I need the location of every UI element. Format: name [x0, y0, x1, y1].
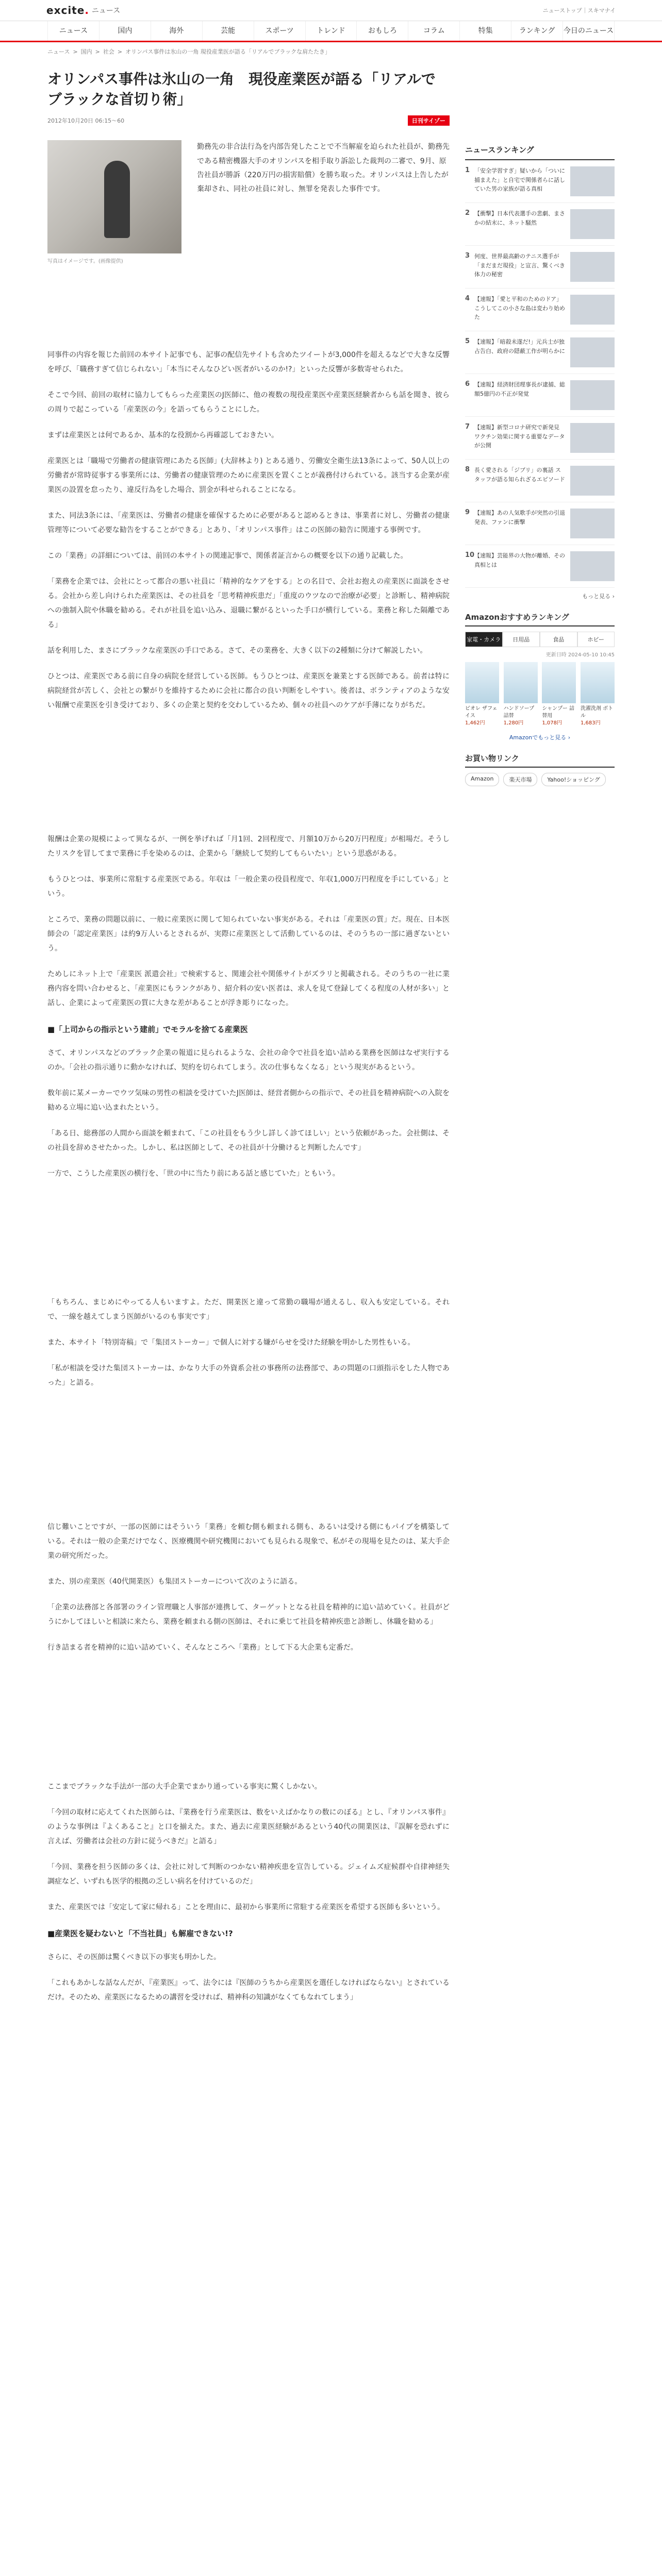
- ranking-thumbnail[interactable]: [570, 509, 615, 538]
- spacer: [47, 1181, 450, 1284]
- global-nav: [0, 21, 662, 42]
- article-body-5: [47, 1520, 450, 1655]
- product-price: 1,683円: [580, 720, 601, 726]
- breadcrumb-separator: >: [117, 48, 123, 55]
- ranking-number: 8: [465, 466, 470, 473]
- top-bar: [0, 0, 662, 21]
- ranking-thumbnail[interactable]: [570, 551, 615, 581]
- spacer: [47, 264, 450, 336]
- article-body-1: [47, 348, 450, 713]
- nav-item[interactable]: コラム: [408, 21, 460, 41]
- nav-item[interactable]: 今日のニュース: [563, 21, 615, 41]
- ranking-list: [465, 160, 615, 588]
- spacer: [47, 1655, 450, 1768]
- shop-link[interactable]: Yahoo!ショッピング: [541, 773, 605, 786]
- ranking-item[interactable]: [465, 160, 615, 203]
- article-meta: [47, 115, 450, 126]
- paragraph: また、本サイト「特別寄稿」で「集団ストーカー」で個人に対する嫌がらせを受けた経験を明かした男性もいる。: [47, 1338, 415, 1347]
- paragraph: ところで、業務の問題以前に、一般に産業医に関して知られていない事実がある。それは「産業医の質」だ。現在、日本医師会の「認定産業医」は約9万人いるとされるが、実際に産業医として活動しているのは、そのうちの一部に過ぎないという。: [47, 916, 450, 953]
- amazon-tab[interactable]: 食品: [540, 632, 577, 647]
- amazon-date: 更新日時 2024-05-10 10:45: [545, 652, 615, 658]
- amazon-tab[interactable]: 日用品: [503, 632, 540, 647]
- article-body-3: [47, 1046, 450, 1181]
- breadcrumb-separator: >: [95, 48, 100, 55]
- ranking-thumbnail[interactable]: [570, 337, 615, 367]
- article-lead: [47, 140, 450, 264]
- paragraph: 「今回、業務を担う医師の多くは、会社に対して判断のつかない精神疾患を宣告している。ジェイムズ症候群や自律神経失調症など、いずれも医学的根拠の乏しい病名を付けているのだ」: [47, 1863, 450, 1886]
- paragraph: 行き詰まる者を精神的に追い詰めていく、そんなところへ「業務」として下る大企業も定番だ。: [47, 1643, 358, 1652]
- paragraph: 「これもあかしな話なんだが、『産業医』って、法令には『医師のうちから産業医を選任しなければならない』とされているだけ。そのため、産業医になるための講習を受ければ、精神科の知識がなくてもなれてしまう」: [47, 1979, 450, 2002]
- paragraph: ここまでブラックな手法が一部の大手企業でまかり通っている事実に驚くしかない。: [47, 1783, 322, 1791]
- product-name[interactable]: 洗濯洗剤 ボトル: [580, 706, 614, 719]
- lead-figure: [47, 140, 181, 264]
- ranking-number: 1: [465, 166, 470, 174]
- product-name[interactable]: ハンドソープ 詰替: [503, 706, 535, 719]
- subhead-1: ■「上司からの指示という建前」でモラルを捨てる産業医: [47, 1025, 248, 1035]
- paragraph: そこで今回、前回の取材に協力してもらった産業医のJ医師に、他の複数の現役産業医や産業医経験者からも話を聞き、彼らの周りで起こっている「産業医の今」を語ってもらうことにした。: [47, 391, 450, 414]
- photo-caption: 写真はイメージです。(画像提供): [47, 259, 123, 265]
- nav-item[interactable]: おもしろ: [357, 21, 408, 41]
- nav-item[interactable]: ランキング: [511, 21, 563, 41]
- ranking-item[interactable]: [465, 460, 615, 502]
- article-body-6: [47, 1780, 450, 1914]
- ranking-thumbnail[interactable]: [570, 380, 615, 410]
- site-logo[interactable]: [46, 4, 120, 16]
- ranking-thumbnail[interactable]: [570, 252, 615, 282]
- ranking-headline[interactable]: 【速報】「愛と平和のためのドア」こうしてこの小さな島は変わり始めた: [474, 296, 565, 321]
- paragraph: ひとつは、産業医である前に自身の病院を経営している医師。もうひとつは、産業医を兼業とする医師である。前者は特に病院経営が苦しく、会社との繋がりを維持するために会社に都合の良い判断をしやすい。後者は、ボランティアのような安い報酬で産業医を引き受けており、多くの企業と契約を交わしているため、個々の社員へのケアが手薄になりがちだ。: [47, 672, 450, 710]
- amazon-product[interactable]: [542, 662, 576, 727]
- product-image[interactable]: [504, 662, 538, 703]
- ranking-headline[interactable]: 【速報】新型コロナ研究で新発見 ワクチン効果に関する重要なデータが公開: [474, 424, 565, 449]
- ranking-thumbnail[interactable]: [570, 295, 615, 325]
- ranking-headline[interactable]: 【速報】「暗殺未遂だ!」元兵士が独占告白、政府の隠蔽工作が明らかに: [474, 338, 565, 354]
- product-price: 1,280円: [503, 720, 524, 726]
- ranking-thumbnail[interactable]: [570, 209, 615, 239]
- ranking-more-link[interactable]: もっと見る ›: [582, 593, 615, 600]
- amazon-tab[interactable]: ホビー: [577, 632, 615, 647]
- paragraph: さて、オリンパスなどのブラック企業の報道に見られるような、会社の命令で社員を追い詰める業務を医師はなぜ実行するのか。「会社の指示通りに動かなければ、契約を切られてしまう。次の仕事もなくなる」という現実があるという。: [47, 1049, 450, 1072]
- amazon-tab[interactable]: 家電・カメラ: [465, 632, 503, 647]
- paragraph: ためしにネット上で「産業医 派遣会社」で検索すると、関連会社や関係サイトがズラリと掲載される。そのうちの一社に業務内容を問い合わせると、「産業医にもランクがあり、紹介料の安い医者は、求人を見て登録してくる程度の人材が多い」と話し、企業によって産業医の質に大きな差があることが浮き彫りになった。: [47, 970, 450, 1008]
- product-image[interactable]: [542, 662, 576, 703]
- subhead-2: ■産業医を疑わないと「不当社員」も解雇できない!?: [47, 1929, 233, 1939]
- paragraph: この「業務」の詳細については、前回の本サイトの関連記事で、関係者証言からの概要を以下の通り記載した。: [47, 552, 408, 561]
- paragraph: さらに、その医師は驚くべき以下の事実も明かした。: [47, 1953, 221, 1962]
- paragraph: 産業医とは「職場で労働者の健康管理にあたる医師」(大辞林より) とある通り、労働安全衛生法13条によって、50人以上の労働者が常時従事する事業所には、労働者の健康管理のために産業医を置くことが義務付けられている。該当する企業が産業医の設置を怠ったり、違反行為をした場合、罰金が科せられることになる。: [47, 457, 450, 495]
- ranking-headline[interactable]: 【速報】経済財団理事長が逮捕、総額5億円の不正が発覚: [474, 381, 565, 397]
- nav-item[interactable]: トレンド: [306, 21, 357, 41]
- article-body-4: [47, 1295, 450, 1390]
- ranking-headline[interactable]: 【速報】芸能界の大物が離婚、その真相とは: [474, 552, 565, 568]
- article-body-7: [47, 1950, 450, 2005]
- paragraph: もうひとつは、事業所に常駐する産業医である。年収は「一般企業の役員程度で、年収1,000万円程度を手にしている」という。: [47, 875, 450, 899]
- logo-excite: excite: [46, 4, 85, 16]
- lead-text: 勤務先の非合法行為を内部告発したことで不当解雇を迫られた社員が、勤務先である精密機器大手のオリンパスを相手取り訴訟した裁判の二審で、9月、原告社員が勝訴（220万円の損害賠償）を勝ち取った。オリンパスは上告したが棄却され、同社の社員に対し、無罪を発表した事件です。: [197, 143, 450, 194]
- spacer: [47, 713, 450, 821]
- product-price: 1,078円: [542, 720, 562, 726]
- ranking-number: 9: [465, 509, 470, 516]
- ranking-headline[interactable]: 何度、世界最高齢のテニス選手が「まだまだ現役」と宣言、驚くべき体力の秘密: [474, 253, 565, 278]
- product-image[interactable]: [581, 662, 615, 703]
- ranking-item[interactable]: [465, 246, 615, 289]
- ranking-headline[interactable]: 長く愛される「ジブリ」の裏話 スタッフが語る知られざるエピソード: [474, 467, 565, 483]
- breadcrumb-separator: >: [73, 48, 78, 55]
- breadcrumb-item[interactable]: オリンパス事件は氷山の一角 現役産業医が語る「リアルでブラックな肩たたき」: [125, 48, 331, 55]
- ranking-number: 4: [465, 295, 470, 302]
- breadcrumb-item[interactable]: 国内: [80, 48, 92, 55]
- amazon-tabs: [465, 632, 615, 647]
- product-name[interactable]: ビオレ ザフェイス: [465, 706, 498, 719]
- ranking-headline[interactable]: 【衝撃】日本代表選手の悲劇、まさかの結末に、ネット騒然: [474, 210, 565, 226]
- paragraph: 「もちろん、まじめにやってる人もいますよ。ただ、開業医と違って常勤の職場が通えるし、収入も安定している。それで、一線を越えてしまう医師がいるのも事実です」: [47, 1298, 450, 1321]
- ranking-number: 2: [465, 209, 470, 217]
- amazon-title: Amazonおすすめランキング: [465, 612, 615, 626]
- ranking-item[interactable]: [465, 331, 615, 374]
- nav-item[interactable]: 海外: [151, 21, 203, 41]
- ranking-number: 5: [465, 337, 470, 345]
- ranking-number: 7: [465, 423, 470, 431]
- breadcrumb: [47, 47, 615, 56]
- ranking-item[interactable]: [465, 417, 615, 460]
- article-body-2: [47, 832, 450, 1010]
- paragraph: まずは産業医とは何であるか、基本的な役割から再確認しておきたい。: [47, 431, 278, 440]
- amazon-product[interactable]: [581, 662, 615, 727]
- ranking-number: 6: [465, 380, 470, 388]
- ranking-item[interactable]: [465, 289, 615, 331]
- breadcrumb-item[interactable]: ニュース: [47, 48, 70, 55]
- shop-title: お買い物リンク: [465, 753, 615, 768]
- ranking-thumbnail[interactable]: [570, 466, 615, 496]
- product-name[interactable]: シャンプー 詰替用: [542, 706, 574, 719]
- shop-tabs: [465, 773, 615, 786]
- amazon-product[interactable]: [465, 662, 499, 727]
- paragraph: 一方で、こうした産業医の横行を、「世の中に当たり前にある話と感じていた」ともいう。: [47, 1170, 340, 1178]
- ranking-number: 3: [465, 252, 470, 260]
- shop-link[interactable]: Amazon: [465, 773, 499, 786]
- paragraph: 「今回の取材に応えてくれた医師らは、『業務を行う産業医は、数をいえばかなりの数にのぼる』とし、『オリンパス事件』のような事例は『よくあること』と口を揃えた。また、過去に産業医経験があるという40代の開業医は、『誤解を恐れずに言えば、労働者は会社の方針に従うべきだ』と語る」: [47, 1808, 450, 1846]
- source-badge[interactable]: 日刊サイゾー: [408, 115, 450, 126]
- paragraph: 話を利用した、まさにブラックな産業医の手口である。さて、その業務を、大きく以下の2種類に分けて解説したい。: [47, 647, 427, 655]
- nav-item[interactable]: 特集: [460, 21, 511, 41]
- ranking-item[interactable]: [465, 545, 615, 588]
- paragraph: 「業務を企業では、会社にとって都合の悪い社員に「精神的なケアをする」との名目で、会社お抱えの産業医に面談をさせる。会社から差し向けられた産業医は、その社員を「思考精神疾患だ」「重度のウツなので治療が必要」と診断し、精神病院への強制入院や休職を勧める。それが社員を追い込み、退職に繋がるといった手口が横行している。業務と称した隔離である」: [47, 578, 450, 630]
- ranking-thumbnail[interactable]: [570, 166, 615, 196]
- paragraph: 報酬は企業の規模によって異なるが、一例を挙げれば「月1回、2回程度で、月額10万から20万円程度」が相場だ。そうしたリスクを冒してまで業務に手を染めるのは、企業から「継続して契約してもらいたい」という思惑がある。: [47, 835, 450, 858]
- top-right-links[interactable]: ニューストップ｜スキマナイ: [542, 7, 616, 14]
- nav-inner: [47, 21, 615, 41]
- ranking-headline[interactable]: 【速報】あの人気歌手が突然の引退発表、ファンに衝撃: [474, 510, 565, 526]
- nav-item[interactable]: ニュース: [47, 21, 100, 41]
- nav-item[interactable]: 国内: [100, 21, 151, 41]
- article-main: [47, 62, 450, 2005]
- ranking-number: 10: [465, 551, 475, 559]
- paragraph: 「私が相談を受けた集団ストーカーは、かなり大手の外資系会社の事務所の法務部で、あの問題の口頭指示をした人物であった」と語る。: [47, 1364, 450, 1387]
- ranking-title: ニュースランキング: [465, 144, 615, 160]
- paragraph: 「ある日、総務部の人間から面談を頼まれて、「この社員をもう少し詳しく診てほしい」という依頼があった。会社側は、その社員を辞めさせたかった。しかし、私は医師として、その社員が十分働けると判断したんです」: [47, 1129, 450, 1153]
- paragraph: また、産業医では「安定して家に帰れる」ことを理由に、最初から事業所に常駐する産業医を希望する医師も多いという。: [47, 1903, 444, 1912]
- paragraph: 数年前に某メーカーでウツ気味の男性の相談を受けていたJ医師は、経営者側からの指示で、その社員を精神病院への入院を勧める立場に追い込まれたという。: [47, 1089, 450, 1112]
- ranking-item[interactable]: [465, 502, 615, 545]
- paragraph: 「企業の法務部と各部署のライン管理職と人事部が連携して、ターゲットとなる社員を精神的に追い詰めていく。社員がどうにかしてほしいと相談に来たら、業務を頼まれる側の医師は、それに乗じて社員を精神疾患と診断し、休職を勧める」: [47, 1603, 450, 1626]
- paragraph: 信じ難いことですが、一部の医師にはそういう「業務」を頼む側も頼まれる側も、あるいは受ける側にもパイプを構築している。それは一般の企業だけでなく、医療機関や研究機関においても見られる現象で、私がその現場を見たのは、某大手企業の研究所だった。: [47, 1523, 450, 1561]
- nav-item[interactable]: 芸能: [203, 21, 254, 41]
- article-photo[interactable]: [47, 140, 181, 253]
- product-price: 1,462円: [465, 720, 485, 726]
- article-title: オリンパス事件は氷山の一角 現役産業医が語る「リアルでブラックな首切り術」: [47, 71, 436, 108]
- ranking-thumbnail[interactable]: [570, 423, 615, 453]
- amazon-more-link[interactable]: Amazonでもっと見る ›: [509, 734, 571, 741]
- ranking-headline[interactable]: 「安全学習すぎ」疑いから「ついに捕まえた」と自宅で関係者らに話していた男の家族が語る真相: [474, 167, 565, 193]
- logo-dot: .: [85, 4, 89, 16]
- paragraph: また、別の産業医（40代開業医）も集団ストーカーについて次のように語る。: [47, 1578, 302, 1586]
- ranking-item[interactable]: [465, 374, 615, 417]
- nav-item[interactable]: スポーツ: [254, 21, 306, 41]
- amazon-grid: [465, 662, 615, 727]
- product-image[interactable]: [465, 662, 499, 703]
- paragraph: また、同法3条には、「産業医は、労働者の健康を確保するために必要があると認めるときは、事業者に対し、労働者の健康管理等について必要な勧告をすることができる」とあり、「オリンパス事件」はこの医師の勧告に関連する事例です。: [47, 512, 450, 535]
- amazon-product[interactable]: [504, 662, 538, 727]
- spacer: [47, 1390, 450, 1509]
- breadcrumb-item[interactable]: 社会: [103, 48, 114, 55]
- photo-person: [104, 161, 130, 238]
- article-date: 2012年10月20日 06:15～60: [47, 117, 125, 125]
- shop-link[interactable]: 楽天市場: [503, 773, 537, 786]
- content-wrap: [47, 62, 615, 2005]
- ranking-item[interactable]: [465, 203, 615, 246]
- paragraph: 同事件の内容を報じた前回の本サイト記事でも、記事の配信先サイトも含めたツイートが3,000件を超えるなどで大きな反響を呼び、「職務すぎて信じられない」「本当にそんなひどい医者がいるのか!?」といった反響が多数寄せられた。: [47, 351, 450, 374]
- sidebar: [465, 62, 615, 2005]
- logo-sub: ニュース: [91, 7, 121, 15]
